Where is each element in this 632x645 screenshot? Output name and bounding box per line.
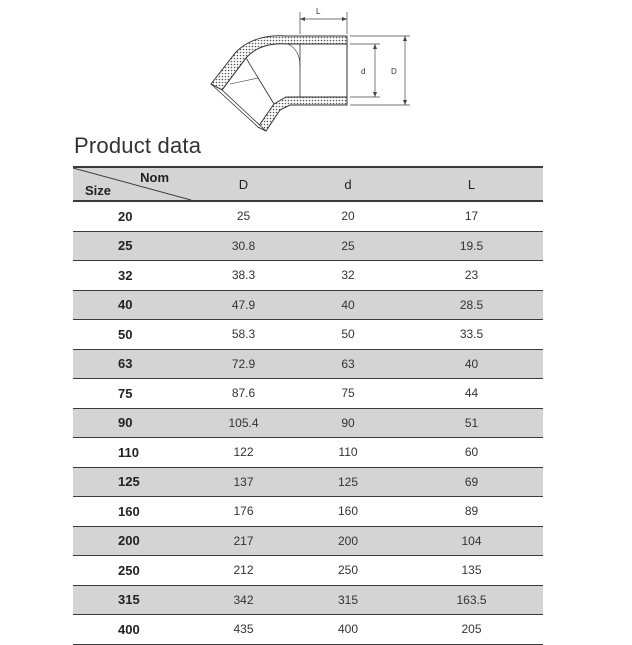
- column-header-d: d: [296, 167, 400, 201]
- table-row: [73, 231, 543, 261]
- size-cell: 160: [73, 497, 191, 527]
- d-outer-cell: 72.9: [191, 349, 296, 379]
- d-inner-cell: 200: [296, 526, 400, 556]
- column-header-L: L: [400, 167, 543, 201]
- length-cell: 19.5: [400, 231, 543, 261]
- d-outer-cell: 30.8: [191, 231, 296, 261]
- d-outer-cell: 122: [191, 438, 296, 468]
- length-cell: 17: [400, 201, 543, 231]
- length-cell: 69: [400, 467, 543, 497]
- table-row: [73, 261, 543, 291]
- size-cell: 32: [73, 261, 191, 291]
- d-outer-cell: 25: [191, 201, 296, 231]
- d-inner-cell: 90: [296, 408, 400, 438]
- length-cell: 163.5: [400, 585, 543, 615]
- d-outer-cell: 217: [191, 526, 296, 556]
- d-inner-cell: 125: [296, 467, 400, 497]
- size-cell: 200: [73, 526, 191, 556]
- table-row: [73, 201, 543, 231]
- size-cell: 315: [73, 585, 191, 615]
- table-body: [73, 201, 543, 644]
- d-outer-cell: 176: [191, 497, 296, 527]
- d-outer-cell: 58.3: [191, 320, 296, 350]
- size-cell: 250: [73, 556, 191, 586]
- d-outer-cell: 435: [191, 615, 296, 645]
- size-cell: 125: [73, 467, 191, 497]
- d-inner-cell: 315: [296, 585, 400, 615]
- d-inner-cell: 20: [296, 201, 400, 231]
- d-inner-cell: 110: [296, 438, 400, 468]
- size-cell: 90: [73, 408, 191, 438]
- length-cell: 60: [400, 438, 543, 468]
- elbow-drawing: [200, 0, 430, 140]
- table-row: [73, 497, 543, 527]
- d-inner-cell: 32: [296, 261, 400, 291]
- corner-size-label: Size: [85, 183, 112, 198]
- table-row: [73, 526, 543, 556]
- d-inner-cell: 63: [296, 349, 400, 379]
- table-row: [73, 585, 543, 615]
- d-outer-cell: 105.4: [191, 408, 296, 438]
- d-inner-cell: 75: [296, 379, 400, 409]
- d-outer-cell: 47.9: [191, 290, 296, 320]
- size-cell: 63: [73, 349, 191, 379]
- table-row: [73, 556, 543, 586]
- d-inner-cell: 400: [296, 615, 400, 645]
- corner-nom-label: Nom: [140, 170, 169, 185]
- d-outer-cell: 38.3: [191, 261, 296, 291]
- page-title: Product data: [74, 133, 202, 158]
- length-cell: 89: [400, 497, 543, 527]
- dim-D-label: D: [391, 67, 397, 76]
- column-header-D: D: [191, 167, 296, 201]
- table-row: [73, 379, 543, 409]
- d-outer-cell: 87.6: [191, 379, 296, 409]
- table-row: [73, 349, 543, 379]
- length-cell: 44: [400, 379, 543, 409]
- table-corner-cell: [73, 167, 191, 201]
- dim-l-label: L: [316, 7, 321, 16]
- d-outer-cell: 212: [191, 556, 296, 586]
- d-inner-cell: 25: [296, 231, 400, 261]
- size-cell: 25: [73, 231, 191, 261]
- table-header-row: [73, 167, 543, 201]
- size-cell: 50: [73, 320, 191, 350]
- table-row: [73, 408, 543, 438]
- d-inner-cell: 160: [296, 497, 400, 527]
- size-cell: 110: [73, 438, 191, 468]
- d-inner-cell: 40: [296, 290, 400, 320]
- length-cell: 28.5: [400, 290, 543, 320]
- length-cell: 135: [400, 556, 543, 586]
- size-cell: 40: [73, 290, 191, 320]
- d-outer-cell: 342: [191, 585, 296, 615]
- d-inner-cell: 250: [296, 556, 400, 586]
- length-cell: 205: [400, 615, 543, 645]
- size-cell: 20: [73, 201, 191, 231]
- table-row: [73, 438, 543, 468]
- product-data-table: [73, 166, 543, 645]
- table-row: [73, 320, 543, 350]
- dim-d-label: d: [361, 67, 366, 76]
- table-row: [73, 615, 543, 645]
- length-cell: 51: [400, 408, 543, 438]
- table-row: [73, 467, 543, 497]
- d-outer-cell: 137: [191, 467, 296, 497]
- length-cell: 33.5: [400, 320, 543, 350]
- length-cell: 40: [400, 349, 543, 379]
- size-cell: 400: [73, 615, 191, 645]
- size-cell: 75: [73, 379, 191, 409]
- length-cell: 23: [400, 261, 543, 291]
- length-cell: 104: [400, 526, 543, 556]
- table-row: [73, 290, 543, 320]
- d-inner-cell: 50: [296, 320, 400, 350]
